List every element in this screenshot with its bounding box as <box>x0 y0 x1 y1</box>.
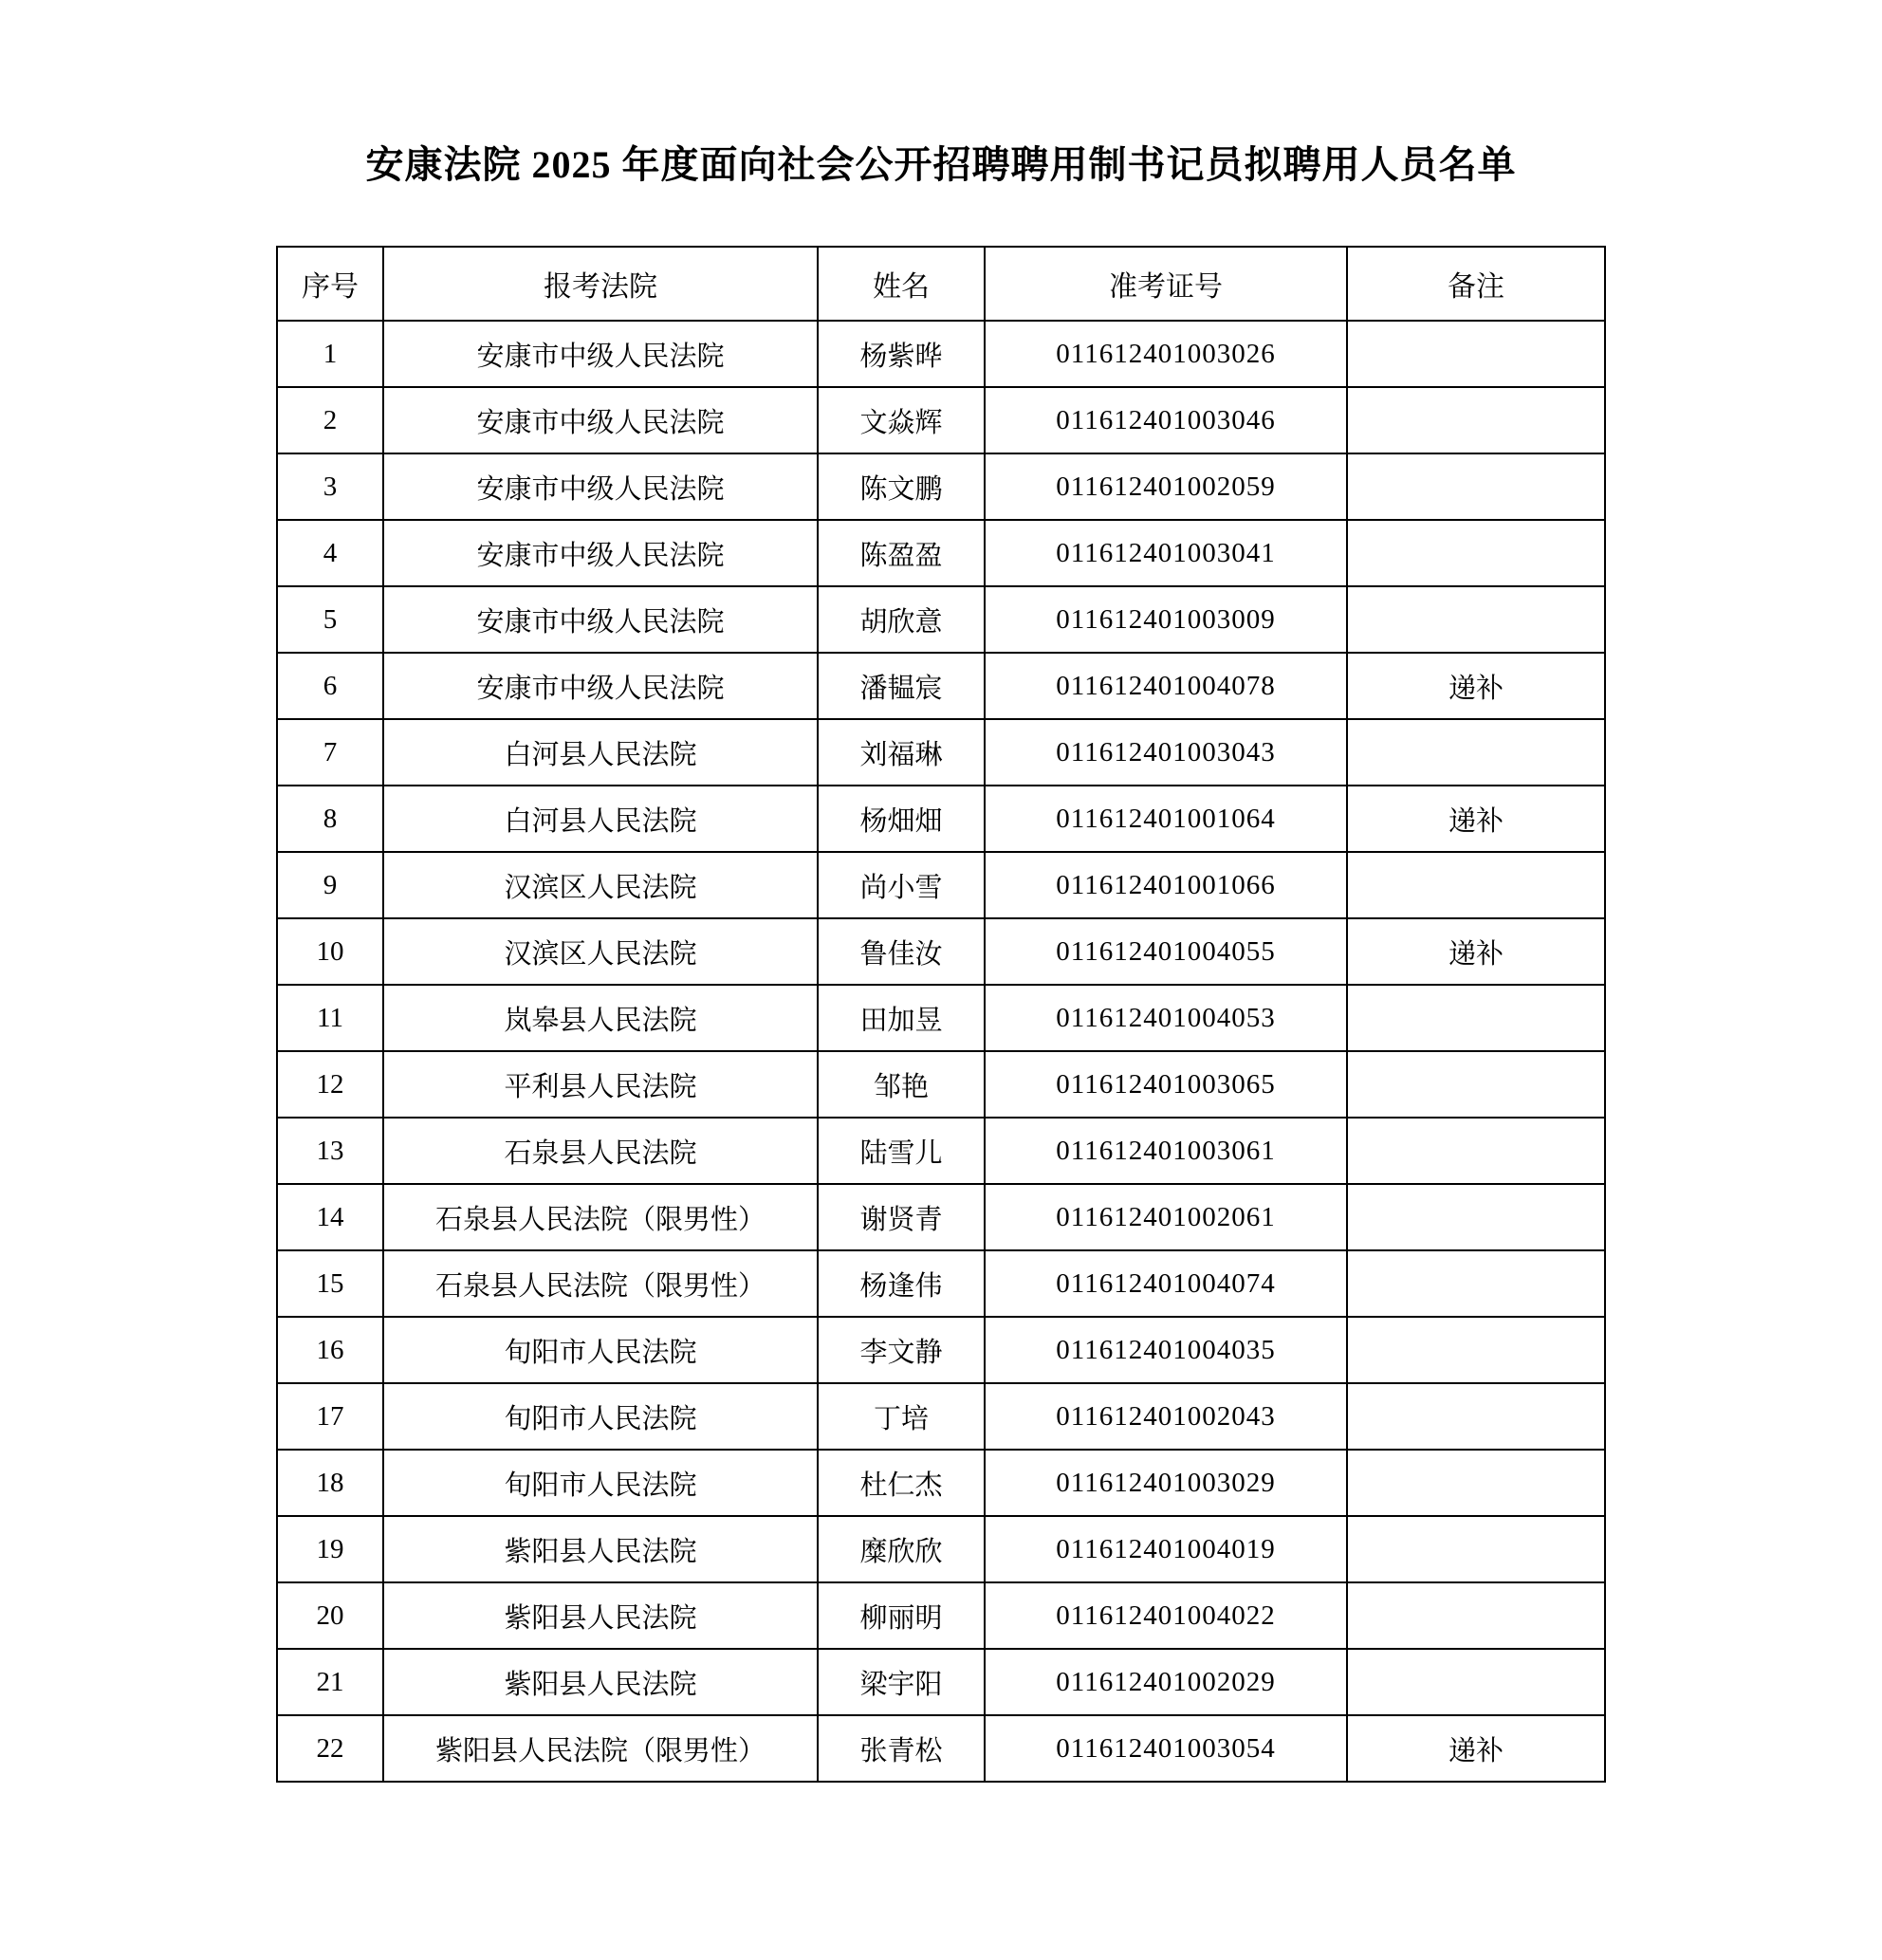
cell-remark <box>1347 520 1605 586</box>
cell-seq: 18 <box>277 1450 383 1516</box>
cell-ticket: 011612401004019 <box>985 1516 1347 1582</box>
table-body <box>277 321 1605 1782</box>
cell-name: 糜欣欣 <box>818 1516 985 1582</box>
cell-court: 旬阳市人民法院 <box>383 1383 818 1450</box>
table-row <box>277 653 1605 719</box>
column-header-court: 报考法院 <box>383 247 818 321</box>
cell-remark <box>1347 453 1605 520</box>
header-row <box>277 247 1605 321</box>
cell-court: 石泉县人民法院 <box>383 1118 818 1184</box>
cell-ticket: 011612401001064 <box>985 786 1347 852</box>
page-title: 安康法院 2025 年度面向社会公开招聘聘用制书记员拟聘用人员名单 <box>365 143 1517 186</box>
table-row <box>277 387 1605 453</box>
cell-remark <box>1347 1649 1605 1715</box>
cell-court: 紫阳县人民法院 <box>383 1649 818 1715</box>
cell-name: 李文静 <box>818 1317 985 1383</box>
table-row <box>277 321 1605 387</box>
cell-ticket: 011612401004078 <box>985 653 1347 719</box>
table-row <box>277 1317 1605 1383</box>
cell-name: 陈文鹏 <box>818 453 985 520</box>
table-row <box>277 520 1605 586</box>
cell-ticket: 011612401004035 <box>985 1317 1347 1383</box>
cell-ticket: 011612401003043 <box>985 719 1347 786</box>
cell-court: 安康市中级人民法院 <box>383 520 818 586</box>
cell-name: 文焱辉 <box>818 387 985 453</box>
cell-remark <box>1347 852 1605 918</box>
table-header <box>277 247 1605 321</box>
cell-seq: 3 <box>277 453 383 520</box>
cell-seq: 16 <box>277 1317 383 1383</box>
cell-remark <box>1347 1516 1605 1582</box>
cell-name: 杜仁杰 <box>818 1450 985 1516</box>
cell-seq: 13 <box>277 1118 383 1184</box>
cell-name: 张青松 <box>818 1715 985 1782</box>
table-row <box>277 1118 1605 1184</box>
cell-remark <box>1347 1450 1605 1516</box>
cell-court: 平利县人民法院 <box>383 1051 818 1118</box>
cell-name: 潘韫宸 <box>818 653 985 719</box>
table-row <box>277 1582 1605 1649</box>
cell-name: 杨逢伟 <box>818 1250 985 1317</box>
cell-seq: 7 <box>277 719 383 786</box>
cell-name: 杨紫晔 <box>818 321 985 387</box>
cell-seq: 17 <box>277 1383 383 1450</box>
cell-name: 刘福琳 <box>818 719 985 786</box>
cell-court: 白河县人民法院 <box>383 719 818 786</box>
cell-seq: 10 <box>277 918 383 985</box>
cell-name: 陆雪儿 <box>818 1118 985 1184</box>
cell-seq: 6 <box>277 653 383 719</box>
cell-remark <box>1347 1317 1605 1383</box>
cell-name: 胡欣意 <box>818 586 985 653</box>
cell-court: 紫阳县人民法院 <box>383 1582 818 1649</box>
cell-remark <box>1347 985 1605 1051</box>
cell-seq: 12 <box>277 1051 383 1118</box>
table-row <box>277 918 1605 985</box>
column-header-ticket: 准考证号 <box>985 247 1347 321</box>
cell-court: 安康市中级人民法院 <box>383 453 818 520</box>
cell-name: 邹艳 <box>818 1051 985 1118</box>
table-row <box>277 719 1605 786</box>
cell-seq: 2 <box>277 387 383 453</box>
cell-seq: 20 <box>277 1582 383 1649</box>
cell-court: 旬阳市人民法院 <box>383 1317 818 1383</box>
table-row <box>277 852 1605 918</box>
table-row <box>277 985 1605 1051</box>
table-row <box>277 1649 1605 1715</box>
cell-name: 梁宇阳 <box>818 1649 985 1715</box>
cell-court: 汉滨区人民法院 <box>383 918 818 985</box>
table-row <box>277 1450 1605 1516</box>
cell-court: 白河县人民法院 <box>383 786 818 852</box>
table-row <box>277 586 1605 653</box>
cell-court: 紫阳县人民法院（限男性） <box>383 1715 818 1782</box>
table-row <box>277 1516 1605 1582</box>
cell-ticket: 011612401002059 <box>985 453 1347 520</box>
cell-remark <box>1347 719 1605 786</box>
cell-remark: 递补 <box>1347 918 1605 985</box>
cell-court: 安康市中级人民法院 <box>383 586 818 653</box>
table-row <box>277 1250 1605 1317</box>
cell-ticket: 011612401003061 <box>985 1118 1347 1184</box>
cell-court: 安康市中级人民法院 <box>383 653 818 719</box>
cell-name: 杨畑畑 <box>818 786 985 852</box>
cell-ticket: 011612401003029 <box>985 1450 1347 1516</box>
cell-remark <box>1347 1184 1605 1250</box>
cell-name: 丁培 <box>818 1383 985 1450</box>
cell-ticket: 011612401003065 <box>985 1051 1347 1118</box>
cell-court: 汉滨区人民法院 <box>383 852 818 918</box>
cell-name: 鲁佳汝 <box>818 918 985 985</box>
column-header-seq: 序号 <box>277 247 383 321</box>
cell-court: 岚皋县人民法院 <box>383 985 818 1051</box>
cell-ticket: 011612401002061 <box>985 1184 1347 1250</box>
cell-remark: 递补 <box>1347 786 1605 852</box>
cell-ticket: 011612401002029 <box>985 1649 1347 1715</box>
table-row <box>277 453 1605 520</box>
cell-remark <box>1347 1051 1605 1118</box>
cell-seq: 11 <box>277 985 383 1051</box>
table-row <box>277 786 1605 852</box>
cell-ticket: 011612401003041 <box>985 520 1347 586</box>
cell-ticket: 011612401003026 <box>985 321 1347 387</box>
cell-seq: 22 <box>277 1715 383 1782</box>
cell-court: 安康市中级人民法院 <box>383 387 818 453</box>
column-header-name: 姓名 <box>818 247 985 321</box>
cell-remark <box>1347 387 1605 453</box>
cell-remark <box>1347 1582 1605 1649</box>
cell-court: 石泉县人民法院（限男性） <box>383 1184 818 1250</box>
table-row <box>277 1184 1605 1250</box>
cell-name: 柳丽明 <box>818 1582 985 1649</box>
cell-remark: 递补 <box>1347 653 1605 719</box>
table-row <box>277 1715 1605 1782</box>
cell-seq: 4 <box>277 520 383 586</box>
cell-remark <box>1347 1250 1605 1317</box>
cell-court: 石泉县人民法院（限男性） <box>383 1250 818 1317</box>
cell-seq: 14 <box>277 1184 383 1250</box>
cell-remark <box>1347 1118 1605 1184</box>
cell-ticket: 011612401001066 <box>985 852 1347 918</box>
cell-name: 陈盈盈 <box>818 520 985 586</box>
cell-seq: 1 <box>277 321 383 387</box>
cell-remark: 递补 <box>1347 1715 1605 1782</box>
cell-seq: 15 <box>277 1250 383 1317</box>
cell-seq: 19 <box>277 1516 383 1582</box>
cell-ticket: 011612401003046 <box>985 387 1347 453</box>
cell-court: 紫阳县人民法院 <box>383 1516 818 1582</box>
cell-remark <box>1347 1383 1605 1450</box>
cell-court: 安康市中级人民法院 <box>383 321 818 387</box>
table-row <box>277 1051 1605 1118</box>
roster-table <box>276 246 1606 1783</box>
cell-name: 尚小雪 <box>818 852 985 918</box>
table-row <box>277 1383 1605 1450</box>
cell-court: 旬阳市人民法院 <box>383 1450 818 1516</box>
cell-ticket: 011612401004074 <box>985 1250 1347 1317</box>
cell-ticket: 011612401004055 <box>985 918 1347 985</box>
cell-seq: 9 <box>277 852 383 918</box>
column-header-remark: 备注 <box>1347 247 1605 321</box>
cell-name: 田加昱 <box>818 985 985 1051</box>
cell-remark <box>1347 586 1605 653</box>
cell-seq: 5 <box>277 586 383 653</box>
cell-name: 谢贤青 <box>818 1184 985 1250</box>
cell-ticket: 011612401002043 <box>985 1383 1347 1450</box>
cell-ticket: 011612401004022 <box>985 1582 1347 1649</box>
cell-ticket: 011612401004053 <box>985 985 1347 1051</box>
cell-seq: 21 <box>277 1649 383 1715</box>
cell-remark <box>1347 321 1605 387</box>
cell-seq: 8 <box>277 786 383 852</box>
cell-ticket: 011612401003009 <box>985 586 1347 653</box>
cell-ticket: 011612401003054 <box>985 1715 1347 1782</box>
